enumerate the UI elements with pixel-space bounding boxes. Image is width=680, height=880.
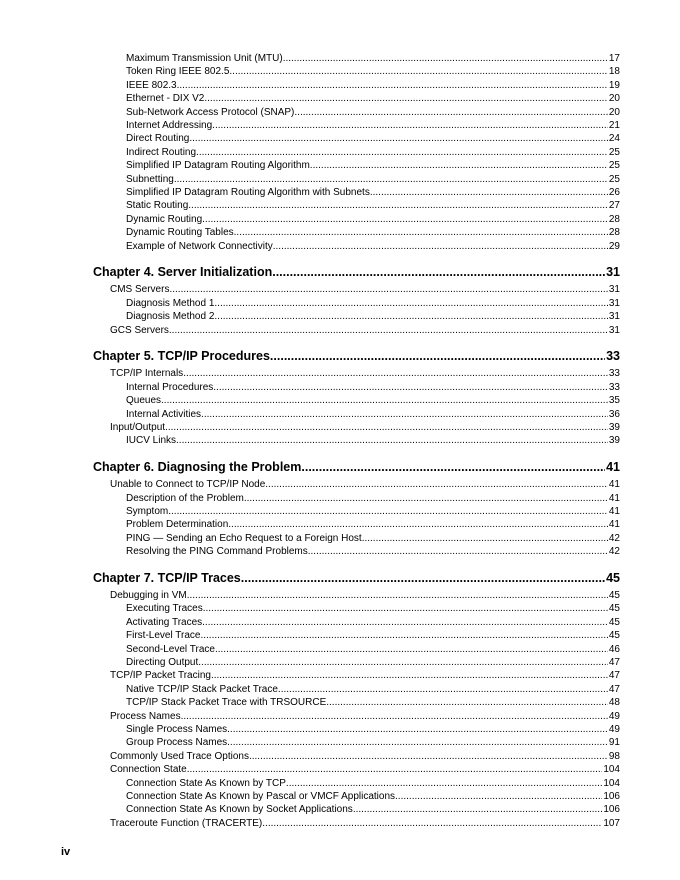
toc-entry[interactable] [126, 395, 620, 406]
toc-entry-page-number: 18 [608, 66, 620, 78]
dot-leader [189, 133, 608, 144]
toc-entry[interactable] [126, 519, 620, 530]
toc-entry[interactable] [126, 80, 620, 91]
dot-leader [353, 804, 603, 815]
dot-leader [214, 311, 607, 322]
toc-entry-page-number: 31 [608, 297, 620, 309]
dot-leader [202, 214, 608, 225]
toc-entry-page-number: 47 [608, 683, 620, 695]
dot-leader [198, 657, 608, 668]
dot-leader [249, 751, 608, 762]
toc-entry-title: Connection State [110, 764, 187, 776]
dot-leader [201, 409, 608, 420]
dot-leader [244, 493, 608, 504]
dot-leader [200, 630, 607, 641]
toc-entry[interactable] [110, 368, 620, 379]
dot-leader [234, 227, 608, 238]
toc-entry[interactable] [126, 120, 620, 131]
dot-leader [265, 479, 608, 490]
dot-leader [241, 571, 605, 585]
toc-entry[interactable] [126, 66, 620, 77]
toc-entry-page-number: 28 [608, 227, 620, 239]
toc-entry[interactable] [126, 804, 620, 815]
toc-entry-title: Debugging in VM [110, 590, 187, 601]
toc-entry[interactable] [126, 187, 620, 198]
toc-entry-title: Internal Activities [126, 408, 202, 420]
dot-leader [177, 80, 608, 91]
toc-entry-title: TCP/IP Internals [110, 368, 184, 380]
toc-entry[interactable] [126, 630, 620, 641]
toc-entry-page-number: 45 [608, 630, 620, 642]
toc-entry[interactable] [126, 791, 620, 802]
toc-entry-page-number: 26 [608, 187, 620, 198]
toc-chapter-entry[interactable] [93, 460, 620, 474]
dot-leader [370, 187, 608, 198]
toc-entry[interactable] [126, 174, 620, 185]
dot-leader [215, 644, 608, 655]
toc-entry[interactable] [126, 53, 620, 64]
toc-entry-title: Native TCP/IP Stack Packet Trace [126, 683, 278, 695]
toc-entry-page-number: 24 [608, 133, 620, 145]
toc-entry-page-number: 39 [608, 435, 620, 447]
toc-entry-page-number: 39 [608, 422, 620, 433]
toc-entry-page-number: 41 [608, 479, 620, 491]
toc-entry[interactable] [110, 818, 620, 829]
toc-entry-title: PING — Sending an Echo Request to a Foreign Host [126, 532, 362, 544]
toc-entry-title: Problem Determination [126, 519, 229, 531]
toc-entry[interactable] [110, 284, 620, 295]
toc-entry-title: Traceroute Function (TRACERTE) [110, 817, 263, 829]
toc-entry-page-number: 33 [608, 368, 620, 380]
toc-entry[interactable] [126, 697, 620, 708]
toc-entry[interactable] [110, 751, 620, 762]
dot-leader [283, 53, 608, 64]
dot-leader [174, 174, 608, 185]
toc-entry-title: Commonly Used Trace Options [110, 750, 249, 762]
toc-entry[interactable] [126, 644, 620, 655]
toc-entry-page-number: 45 [606, 570, 620, 585]
dot-leader [202, 617, 608, 628]
toc-entry-page-number: 41 [608, 492, 620, 504]
dot-leader [187, 764, 603, 775]
toc-entry-title: Subnetting [126, 173, 174, 185]
toc-entry[interactable] [126, 409, 620, 420]
toc-entry-page-number: 41 [608, 506, 620, 517]
toc-entry[interactable] [126, 133, 620, 144]
toc-entry-title: Chapter 6. Diagnosing the Problem [93, 459, 302, 474]
dot-leader [213, 382, 608, 393]
dot-leader [214, 298, 607, 309]
page-number: iv [61, 846, 71, 858]
dot-leader [301, 460, 605, 474]
toc-entry[interactable] [126, 724, 620, 735]
dot-leader [278, 684, 608, 695]
toc-entry[interactable] [126, 107, 620, 118]
toc-entry[interactable] [126, 298, 620, 309]
dot-leader [211, 670, 608, 681]
toc-entry-title: Dynamic Routing [126, 213, 203, 225]
toc-entry[interactable] [126, 214, 620, 225]
toc-entry-page-number: 48 [608, 697, 620, 709]
toc-entry-title: Single Process Names [126, 724, 228, 735]
toc-entry-page-number: 98 [608, 750, 620, 762]
toc-entry-title: Internet Addressing [126, 120, 213, 131]
toc-entry-page-number: 107 [603, 817, 620, 829]
dot-leader [165, 422, 608, 433]
dot-leader [169, 284, 607, 295]
toc-entry-page-number: 31 [608, 324, 620, 336]
toc-entry-page-number: 31 [608, 284, 620, 296]
dot-leader [326, 697, 608, 708]
toc-entry-title: TCP/IP Packet Tracing [110, 670, 211, 682]
dot-leader [203, 603, 608, 614]
toc-entry-page-number: 49 [608, 724, 620, 735]
dot-leader [187, 590, 608, 601]
toc-entry-title: Ethernet - DIX V2 [126, 93, 205, 105]
toc-entry-page-number: 25 [608, 173, 620, 185]
toc-entry[interactable] [110, 479, 620, 490]
toc-entry-page-number: 42 [608, 546, 620, 558]
toc-entry-title: Static Routing [126, 200, 189, 212]
dot-leader [169, 325, 608, 336]
toc-entry[interactable] [126, 435, 620, 446]
toc-entry-title: Connection State As Known by Pascal or VMCF Applications [126, 791, 396, 802]
toc-entry-title: Description of the Problem [126, 492, 244, 504]
toc-entry-title: Diagnosis Method 2 [126, 311, 215, 323]
toc-entry-title: IUCV Links [126, 435, 177, 447]
toc-entry[interactable] [110, 422, 620, 433]
toc-entry-page-number: 27 [608, 200, 620, 212]
toc-entry-title: Diagnosis Method 1 [126, 297, 215, 309]
dot-leader [308, 546, 608, 557]
dot-leader [161, 395, 608, 406]
toc-entry-page-number: 35 [608, 395, 620, 407]
toc-chapter-entry[interactable] [93, 349, 620, 363]
toc-entry[interactable] [126, 657, 620, 668]
toc-entry-page-number: 106 [603, 791, 620, 802]
toc-entry-title: Chapter 5. TCP/IP Procedures [93, 349, 270, 363]
toc-entry-page-number: 41 [606, 459, 620, 474]
toc-entry[interactable] [126, 160, 620, 171]
dot-leader [310, 160, 608, 171]
toc-entry-title: Symptom [126, 506, 169, 517]
toc-entry-title: CMS Servers [110, 284, 170, 296]
dot-leader [395, 791, 602, 802]
dot-leader [273, 241, 608, 252]
toc-entry[interactable] [126, 93, 620, 104]
toc-entry-page-number: 17 [608, 53, 620, 64]
toc-chapter-entry[interactable] [93, 265, 620, 279]
toc-entry[interactable] [110, 764, 620, 775]
toc-entry-title: Example of Network Connectivity [126, 240, 273, 252]
toc-entry-title: Simplified IP Datagram Routing Algorithm [126, 160, 310, 172]
toc-entry-page-number: 46 [608, 643, 620, 655]
toc-entry[interactable] [126, 382, 620, 393]
toc-entry[interactable] [126, 493, 620, 504]
toc-entry[interactable] [126, 147, 620, 158]
toc-entry-page-number: 104 [603, 764, 620, 776]
dot-leader [183, 368, 608, 379]
toc-entry-title: Sub-Network Access Protocol (SNAP) [126, 106, 295, 118]
toc-entry-title: GCS Servers [110, 324, 169, 336]
toc-entry-title: Queues [126, 395, 162, 407]
dot-leader [270, 349, 605, 363]
toc-entry[interactable] [110, 670, 620, 681]
toc-entry-title: IEEE 802.3 [126, 79, 177, 91]
toc-entry-page-number: 25 [608, 146, 620, 158]
toc-entry[interactable] [126, 311, 620, 322]
toc-entry-page-number: 28 [608, 213, 620, 225]
toc-entry-title: Unable to Connect to TCP/IP Node [110, 479, 266, 491]
dot-leader [196, 147, 608, 158]
toc-entry-title: Maximum Transmission Unit (MTU) [126, 53, 283, 64]
dot-leader [168, 506, 608, 517]
toc-entry[interactable] [126, 684, 620, 695]
toc-entry-title: Process Names [110, 710, 181, 722]
dot-leader [227, 737, 608, 748]
toc-entry-page-number: 91 [608, 737, 620, 749]
toc-entry-page-number: 19 [608, 79, 620, 91]
toc-entry[interactable] [126, 778, 620, 789]
toc-entry-page-number: 41 [608, 519, 620, 531]
toc-entry-title: Token Ring IEEE 802.5 [126, 66, 230, 78]
toc-entry-title: Connection State As Known by TCP [126, 777, 286, 789]
toc-entry[interactable] [126, 617, 620, 628]
toc-entry-page-number: 49 [608, 710, 620, 722]
toc-entry-title: Indirect Routing [126, 146, 197, 158]
toc-entry-title: Connection State As Known by Socket Applications [126, 804, 353, 816]
toc-entry-page-number: 45 [608, 603, 620, 615]
toc-entry-page-number: 25 [608, 160, 620, 172]
toc-entry-page-number: 45 [608, 590, 620, 601]
dot-leader [362, 533, 608, 544]
toc-entry-page-number: 29 [608, 240, 620, 252]
toc-entry[interactable] [126, 603, 620, 614]
toc-entry-title: Internal Procedures [126, 381, 214, 393]
toc-entry-title: Executing Traces [126, 603, 203, 615]
toc-entry-title: Chapter 4. Server Initialization [93, 265, 273, 279]
toc-entry-title: Input/Output [110, 422, 166, 433]
dot-leader [204, 93, 608, 104]
toc-entry-page-number: 33 [606, 349, 620, 363]
toc-entry-page-number: 20 [608, 93, 620, 105]
toc-entry[interactable] [126, 227, 620, 238]
dot-leader [262, 818, 602, 829]
toc-entry[interactable] [110, 711, 620, 722]
toc-entry-title: Dynamic Routing Tables [126, 227, 234, 239]
dot-leader [286, 778, 602, 789]
toc-entry[interactable] [126, 241, 620, 252]
toc-entry-title: First-Level Trace [126, 630, 201, 642]
toc-entry-title: Chapter 7. TCP/IP Traces [93, 570, 241, 585]
dot-leader [181, 711, 608, 722]
toc-entry[interactable] [126, 737, 620, 748]
toc-entry-page-number: 31 [606, 265, 620, 279]
toc-entry-page-number: 20 [608, 106, 620, 118]
dot-leader [229, 66, 607, 77]
toc-entry-title: TCP/IP Stack Packet Trace with TRSOURCE [126, 697, 327, 709]
toc-entry[interactable] [110, 325, 620, 336]
toc-entry-page-number: 47 [608, 670, 620, 682]
toc-entry-title: Group Process Names [126, 737, 228, 749]
toc-entry[interactable] [126, 506, 620, 517]
toc-entry-title: Simplified IP Datagram Routing Algorithm with Subnets [126, 187, 370, 198]
toc-entry-title: Second-Level Trace [126, 643, 215, 655]
dot-leader [212, 120, 608, 131]
toc-entry-page-number: 31 [608, 311, 620, 323]
toc-entry[interactable] [126, 200, 620, 211]
toc-entry-page-number: 47 [608, 657, 620, 668]
dot-leader [272, 265, 605, 279]
toc-entry[interactable] [126, 546, 620, 557]
dot-leader [176, 435, 608, 446]
toc-entry[interactable] [126, 533, 620, 544]
toc-entry-title: Activating Traces [126, 616, 203, 628]
dot-leader [188, 200, 608, 211]
toc-entry-title: Direct Routing [126, 133, 190, 145]
toc-entry-title: Resolving the PING Command Problems [126, 546, 308, 558]
toc-entry[interactable] [110, 590, 620, 601]
toc-entry-page-number: 21 [608, 120, 620, 131]
toc-entry-title: Directing Output [126, 657, 199, 668]
toc-entry-page-number: 106 [603, 804, 620, 816]
toc-entry-page-number: 36 [608, 408, 620, 420]
toc-entry-page-number: 104 [603, 777, 620, 789]
dot-leader [228, 519, 608, 530]
dot-leader [227, 724, 608, 735]
toc-chapter-entry[interactable] [93, 571, 620, 585]
toc-entry-page-number: 42 [608, 532, 620, 544]
toc-entry-page-number: 45 [608, 616, 620, 628]
toc-entry-page-number: 33 [608, 381, 620, 393]
dot-leader [294, 107, 607, 118]
